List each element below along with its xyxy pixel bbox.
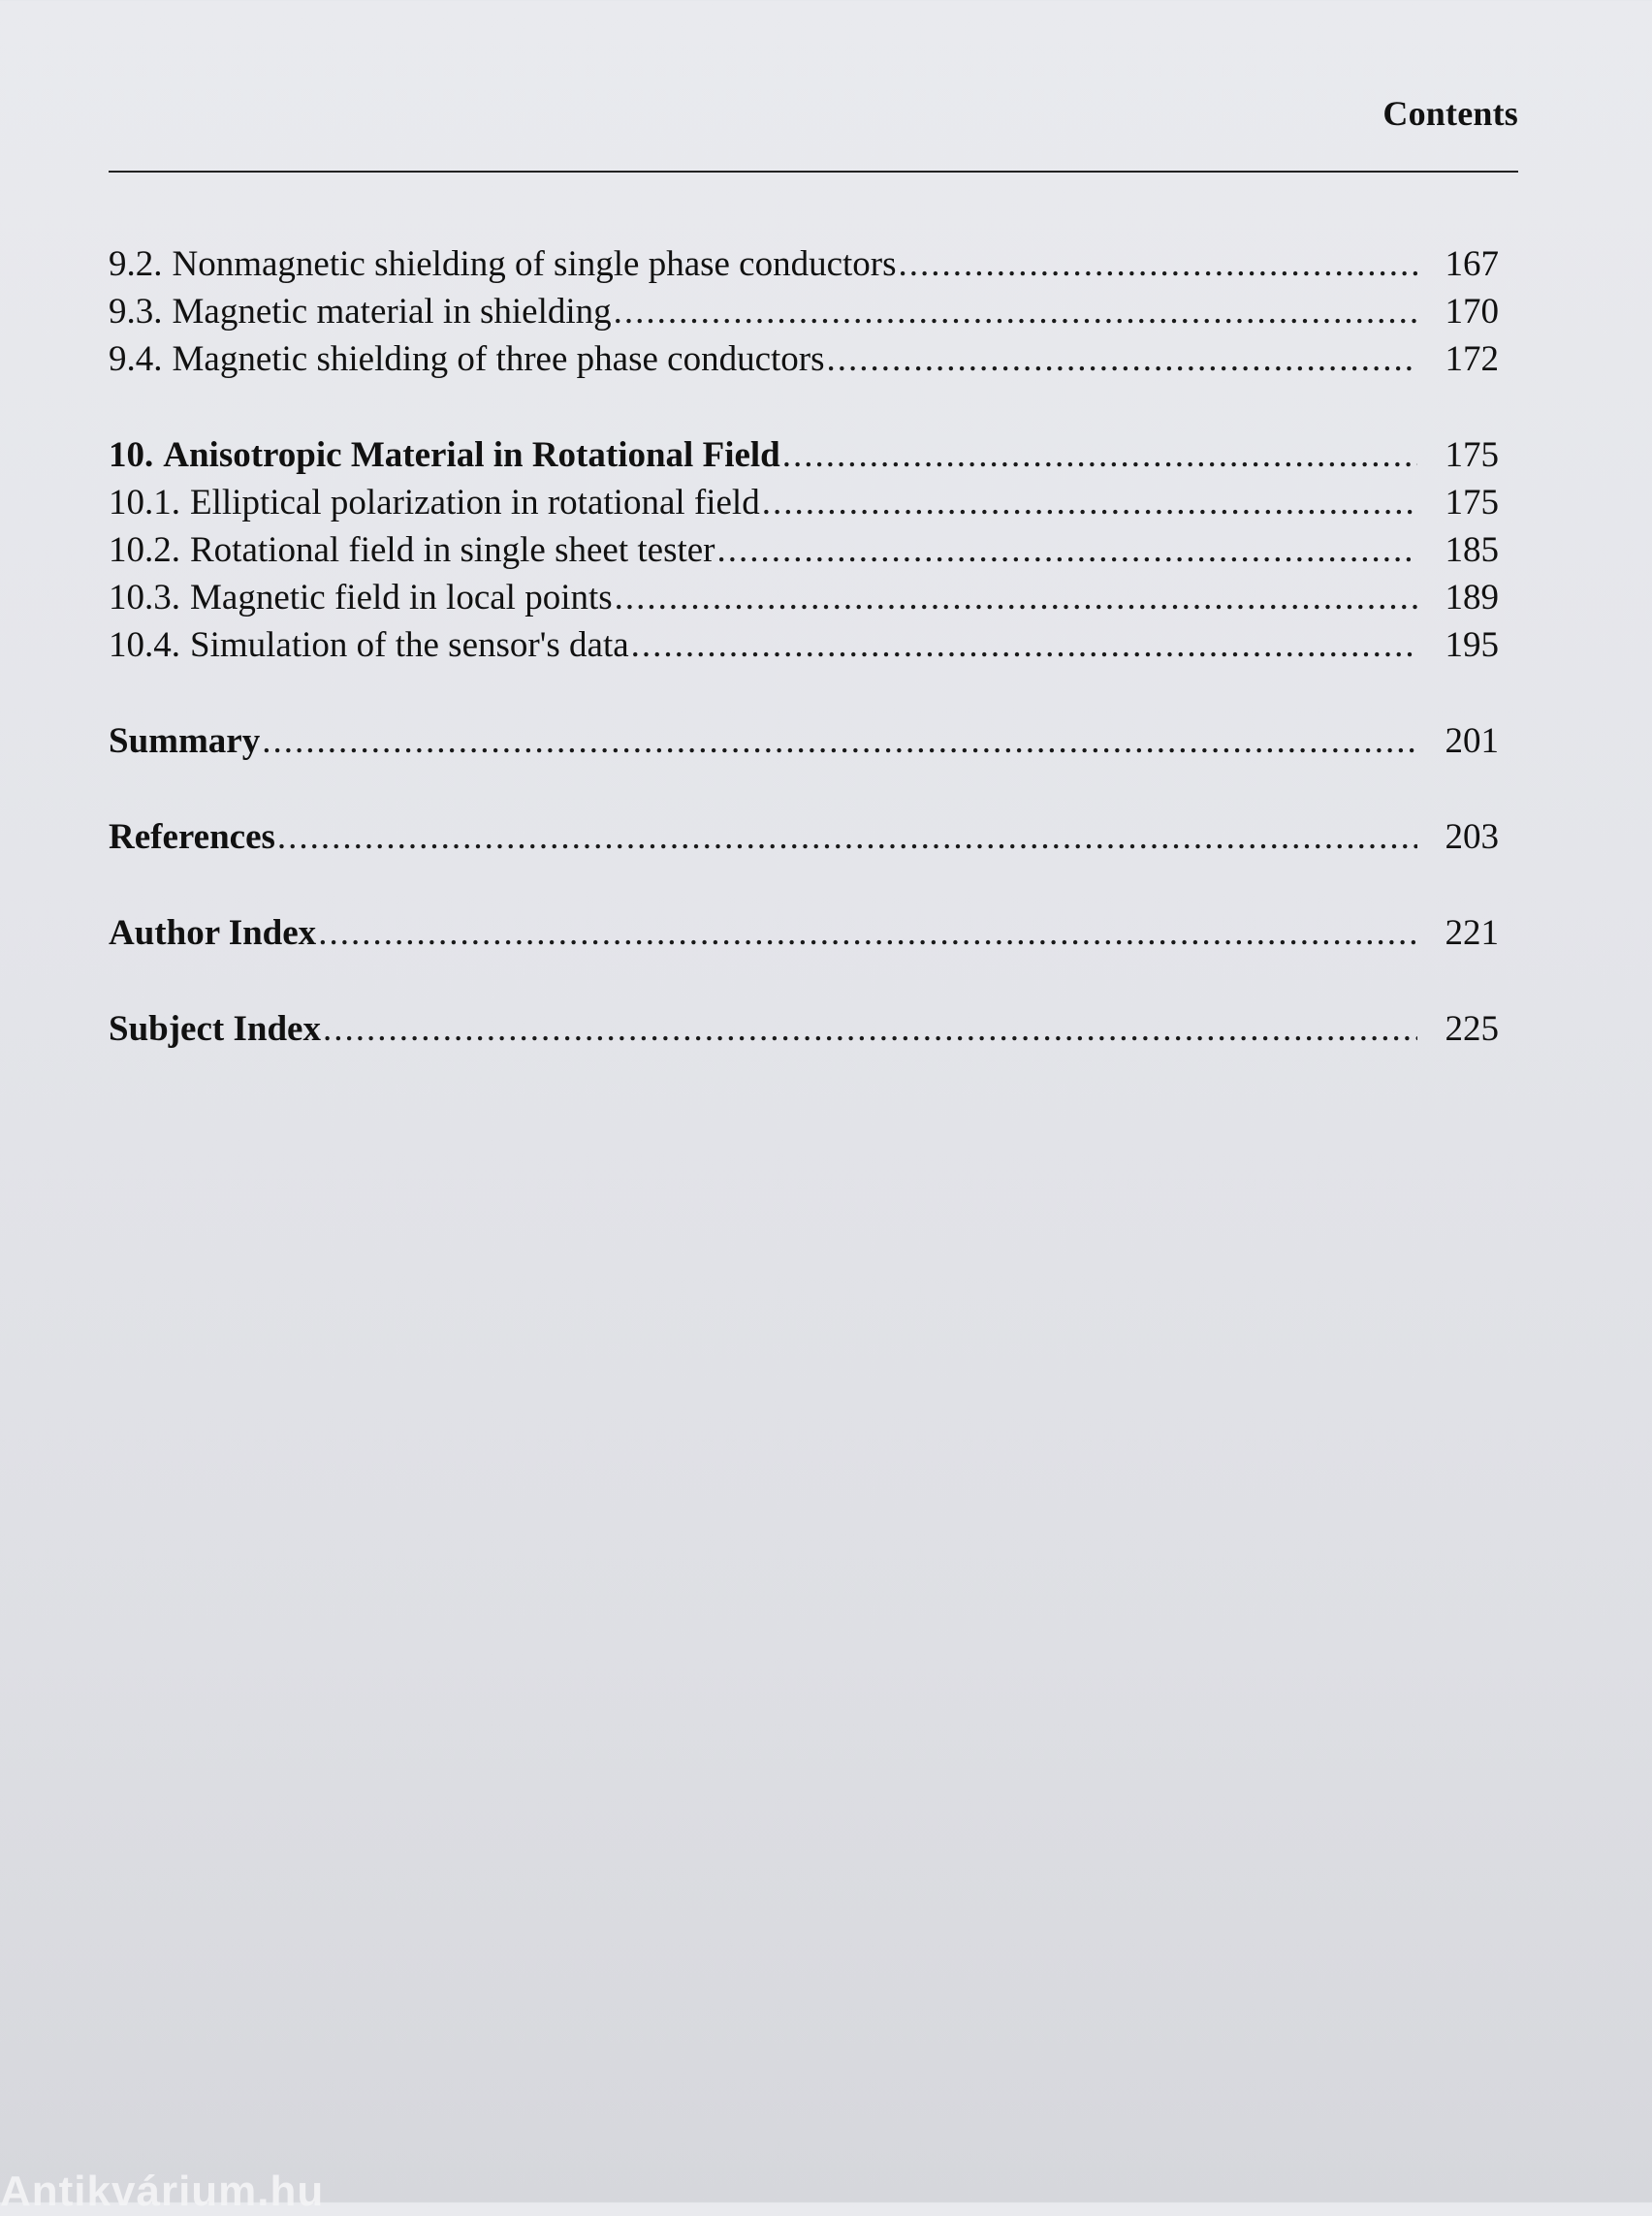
toc-entry-title: Magnetic field in local points: [190, 578, 613, 617]
dot-leader: [762, 479, 1417, 526]
dot-leader: [277, 813, 1417, 861]
toc-entry-number: 9.3.: [109, 292, 163, 332]
table-of-contents: [109, 240, 1499, 1101]
toc-entry-page: 185: [1445, 530, 1499, 570]
toc-references-page: 203: [1445, 817, 1499, 857]
toc-entry-page: 189: [1445, 578, 1499, 617]
toc-entry-page: 170: [1445, 292, 1499, 332]
toc-subject-index-title: Subject Index: [109, 1009, 321, 1049]
toc-entry-number: 9.2.: [109, 244, 163, 284]
toc-summary-page: 201: [1445, 721, 1499, 761]
toc-entry-10-4: [109, 621, 1499, 669]
toc-entry-title: Elliptical polarization in rotational field: [190, 483, 760, 522]
toc-entry-9-3: [109, 288, 1499, 335]
toc-subject-index: [109, 1005, 1499, 1053]
toc-group-author-index: [109, 909, 1499, 957]
dot-leader: [615, 574, 1417, 621]
toc-group-chapter-10: [109, 431, 1499, 669]
toc-chapter-page: 175: [1445, 435, 1499, 475]
toc-entry-number: 10.2.: [109, 530, 180, 570]
toc-entry-10-3: [109, 574, 1499, 621]
toc-entry-title: Magnetic material in shielding: [172, 292, 612, 332]
dot-leader: [262, 717, 1417, 765]
dot-leader: [827, 335, 1418, 383]
toc-entry-10-1: [109, 479, 1499, 526]
toc-entry-10-2: [109, 526, 1499, 574]
toc-group-references: [109, 813, 1499, 861]
dot-leader: [323, 1005, 1417, 1053]
toc-entry-title: Nonmagnetic shielding of single phase conductors: [172, 244, 897, 284]
dot-leader: [614, 288, 1417, 335]
toc-subject-index-page: 225: [1445, 1009, 1499, 1049]
watermark: Antikvárium.hu: [0, 2168, 325, 2215]
toc-references: [109, 813, 1499, 861]
toc-summary: [109, 717, 1499, 765]
toc-entry-9-2: [109, 240, 1499, 288]
toc-entry-9-4: [109, 335, 1499, 383]
dot-leader: [631, 621, 1417, 669]
dot-leader: [899, 240, 1417, 288]
toc-entry-page: 167: [1445, 244, 1499, 284]
toc-entry-page: 172: [1445, 339, 1499, 379]
toc-entry-page: 195: [1445, 625, 1499, 665]
header-rule: [109, 171, 1518, 173]
running-head: Contents: [1382, 94, 1518, 133]
toc-group-summary: [109, 717, 1499, 765]
toc-summary-title: Summary: [109, 721, 261, 761]
toc-group-chapter-9: [109, 240, 1499, 383]
toc-chapter-title: Anisotropic Material in Rotational Field: [163, 435, 780, 475]
toc-entry-title: Magnetic shielding of three phase conductors: [172, 339, 825, 379]
toc-entry-number: 10.1.: [109, 483, 180, 522]
toc-author-index-title: Author Index: [109, 913, 317, 953]
toc-references-title: References: [109, 817, 275, 857]
toc-entry-page: 175: [1445, 483, 1499, 522]
toc-entry-number: 10.3.: [109, 578, 180, 617]
toc-group-subject-index: [109, 1005, 1499, 1053]
toc-entry-title: Rotational field in single sheet tester: [190, 530, 715, 570]
toc-entry-number: 9.4.: [109, 339, 163, 379]
toc-chapter-number: 10.: [109, 435, 154, 475]
toc-entry-title: Simulation of the sensor's data: [190, 625, 629, 665]
toc-author-index: [109, 909, 1499, 957]
toc-chapter-10: [109, 431, 1499, 479]
dot-leader: [318, 909, 1417, 957]
toc-author-index-page: 221: [1445, 913, 1499, 953]
toc-entry-number: 10.4.: [109, 625, 180, 665]
dot-leader: [717, 526, 1417, 574]
dot-leader: [782, 431, 1417, 479]
